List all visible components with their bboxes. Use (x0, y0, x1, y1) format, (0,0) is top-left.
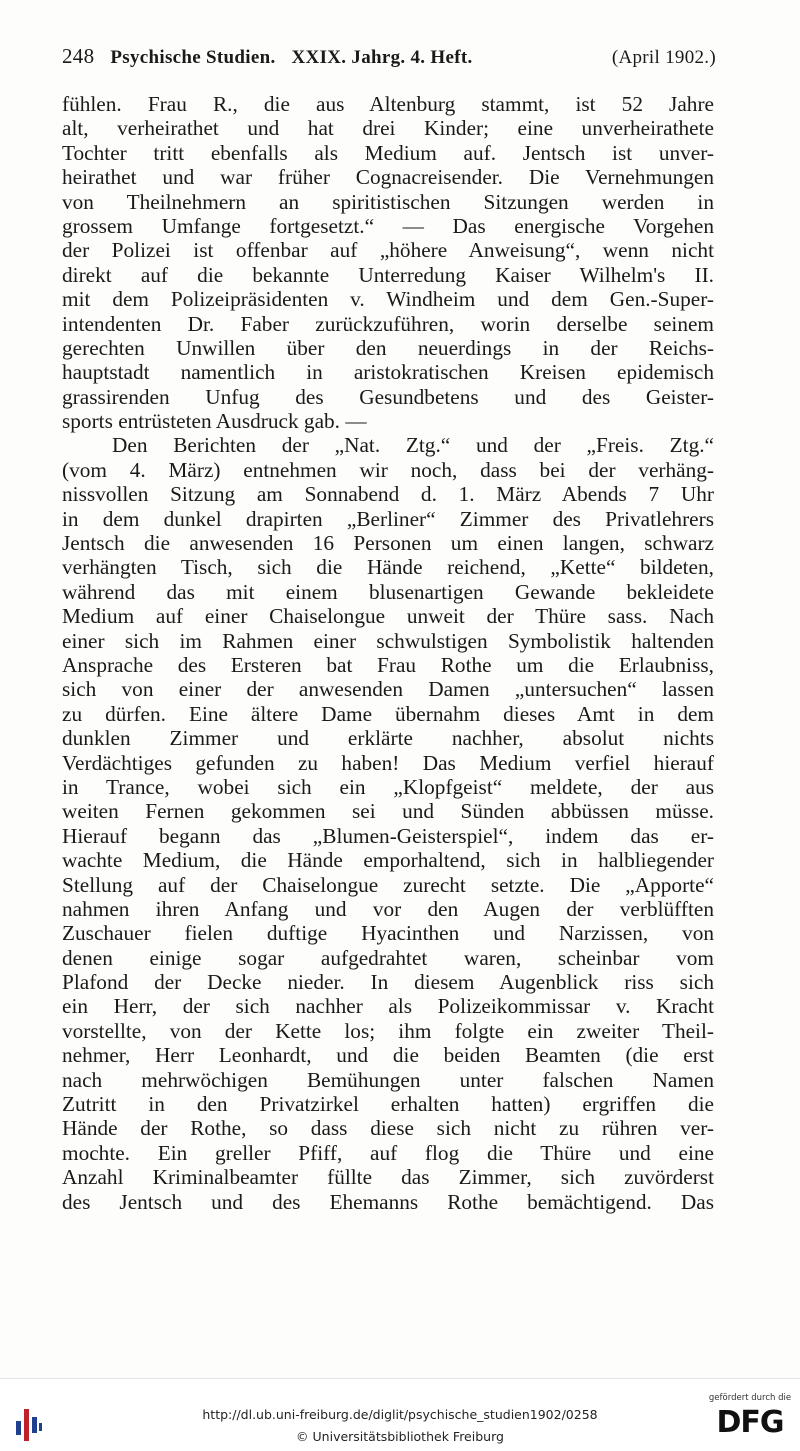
text-line: Plafond der Decke nieder. In diesem Augenblick riss sich (62, 970, 714, 995)
text-line: (vom 4. März) entnehmen wir noch, dass bei der verhäng- (62, 457, 714, 482)
text-line: des Jentsch und des Ehemanns Rothe bemächtigend. Das (62, 1189, 714, 1214)
body-text (62, 92, 714, 1214)
text-line: Tochter tritt ebenfalls als Medium auf. Jentsch ist unver- (62, 140, 714, 165)
text-line: in Trance, wobei sich ein „Klopfgeist“ meldete, der aus (62, 774, 714, 799)
text-line: einer sich im Rahmen einer schwulstigen Symbolistik haltenden (62, 628, 714, 653)
permalink[interactable]: http://dl.ub.uni-freiburg.de/diglit/psychische_studien1902/0258 (202, 1407, 598, 1422)
text-line: fühlen. Frau R., die aus Altenburg stammt, ist 52 Jahre (62, 92, 714, 116)
text-line: während das mit einem blusenartigen Gewande bekleidete (62, 579, 714, 604)
text-line: Stellung auf der Chaiselongue zurecht setzte. Die „Apporte“ (62, 872, 714, 897)
text-line: Verdächtiges gefunden zu haben! Das Medium verfiel hierauf (62, 750, 714, 775)
text-line: von Theilnehmern an spiritistischen Sitzungen werden in (62, 189, 714, 214)
dfg-logo: DFG (716, 1405, 784, 1440)
text-line: mit dem Polizeipräsidenten v. Windheim und dem Gen.-Super- (62, 287, 714, 312)
text-line: Medium auf einer Chaiselongue unweit der Thüre sass. Nach (62, 604, 714, 629)
copyright: © Universitätsbibliothek Freiburg (296, 1429, 504, 1444)
text-line: Ansprache des Ersteren bat Frau Rothe um die Erlaubniss, (62, 652, 714, 677)
text-line: dunklen Zimmer und erklärte nachher, absolut nichts (62, 726, 714, 751)
issue-date: (April 1902.) (611, 47, 716, 68)
text-line: Hände der Rothe, so dass diese sich nicht zu rühren ver- (62, 1116, 714, 1141)
text-line: nach mehrwöchigen Bemühungen unter falschen Namen (62, 1067, 714, 1092)
text-line: alt, verheirathet und hat drei Kinder; eine unverheirathete (62, 116, 714, 141)
text-line: Hierauf begann das „Blumen-Geisterspiel“, indem das er- (62, 823, 714, 848)
text-line: denen einige sogar aufgedrahtet waren, scheinbar vom (62, 945, 714, 970)
text-line: grossem Umfange fortgesetzt.“ — Das energische Vorgehen (62, 213, 714, 238)
text-line: heirathet und war früher Cognacreisender. Die Vernehmungen (62, 165, 714, 190)
text-line: nissvollen Sitzung am Sonnabend d. 1. März Abends 7 Uhr (62, 482, 714, 507)
funder-note: gefördert durch die (708, 1393, 792, 1403)
viewer-footer (0, 1378, 800, 1451)
running-header (62, 44, 716, 76)
text-line: hauptstadt namentlich in aristokratischen Kreisen epidemisch (62, 360, 714, 385)
text-line: nehmer, Herr Leonhardt, und die beiden Beamten (die erst (62, 1043, 714, 1068)
text-line: wachte Medium, die Hände emporhaltend, sich in halbliegender (62, 848, 714, 873)
text-line: weiten Fernen gekommen sei und Sünden abbüssen müsse. (62, 799, 714, 824)
text-line: Den Berichten der „Nat. Ztg.“ und der „Freis. Ztg.“ (112, 433, 714, 458)
text-line: ein Herr, der sich nachher als Polizeikommissar v. Kracht (62, 994, 714, 1019)
journal-title: Psychische Studien. (110, 47, 276, 68)
text-line: Zutritt in den Privatzirkel erhalten hatten) ergriffen die (62, 1092, 714, 1117)
text-line: sports entrüsteten Ausdruck gab. — (62, 409, 367, 434)
page-number: 248 (62, 44, 95, 68)
text-line: gerechten Unwillen über den neuerdings in der Reichs- (62, 335, 714, 360)
text-line: sich von einer der anwesenden Damen „untersuchen“ lassen (62, 677, 714, 702)
text-line: der Polizei ist offenbar auf „höhere Anweisung“, wenn nicht (62, 238, 714, 263)
volume-issue: XXIX. Jahrg. 4. Heft. (291, 47, 473, 68)
text-line: verhängten Tisch, sich die Hände reichend, „Kette“ bildeten, (62, 555, 714, 580)
text-line: direkt auf die bekannte Unterredung Kaiser Wilhelm's II. (62, 262, 714, 287)
text-line: Jentsch die anwesenden 16 Personen um einen langen, schwarz (62, 531, 714, 556)
text-line: Anzahl Kriminalbeamter füllte das Zimmer, sich zuvörderst (62, 1165, 714, 1190)
text-line: in dem dunkel drapirten „Berliner“ Zimmer des Privatlehrers (62, 506, 714, 531)
text-line: nahmen ihren Anfang und vor den Augen der verblüfften (62, 896, 714, 921)
text-line: grassirenden Unfug des Gesundbetens und des Geister- (62, 384, 714, 409)
text-line: mochte. Ein greller Pfiff, auf flog die Thüre und eine (62, 1140, 714, 1165)
text-line: intendenten Dr. Faber zurückzuführen, worin derselbe seinem (62, 311, 714, 336)
text-line: Zuschauer fielen duftige Hyacinthen und Narzissen, von (62, 921, 714, 946)
text-line: vorstellte, von der Kette los; ihm folgte ein zweiter Theil- (62, 1018, 714, 1043)
text-line: zu dürfen. Eine ältere Dame übernahm dieses Amt in dem (62, 701, 714, 726)
